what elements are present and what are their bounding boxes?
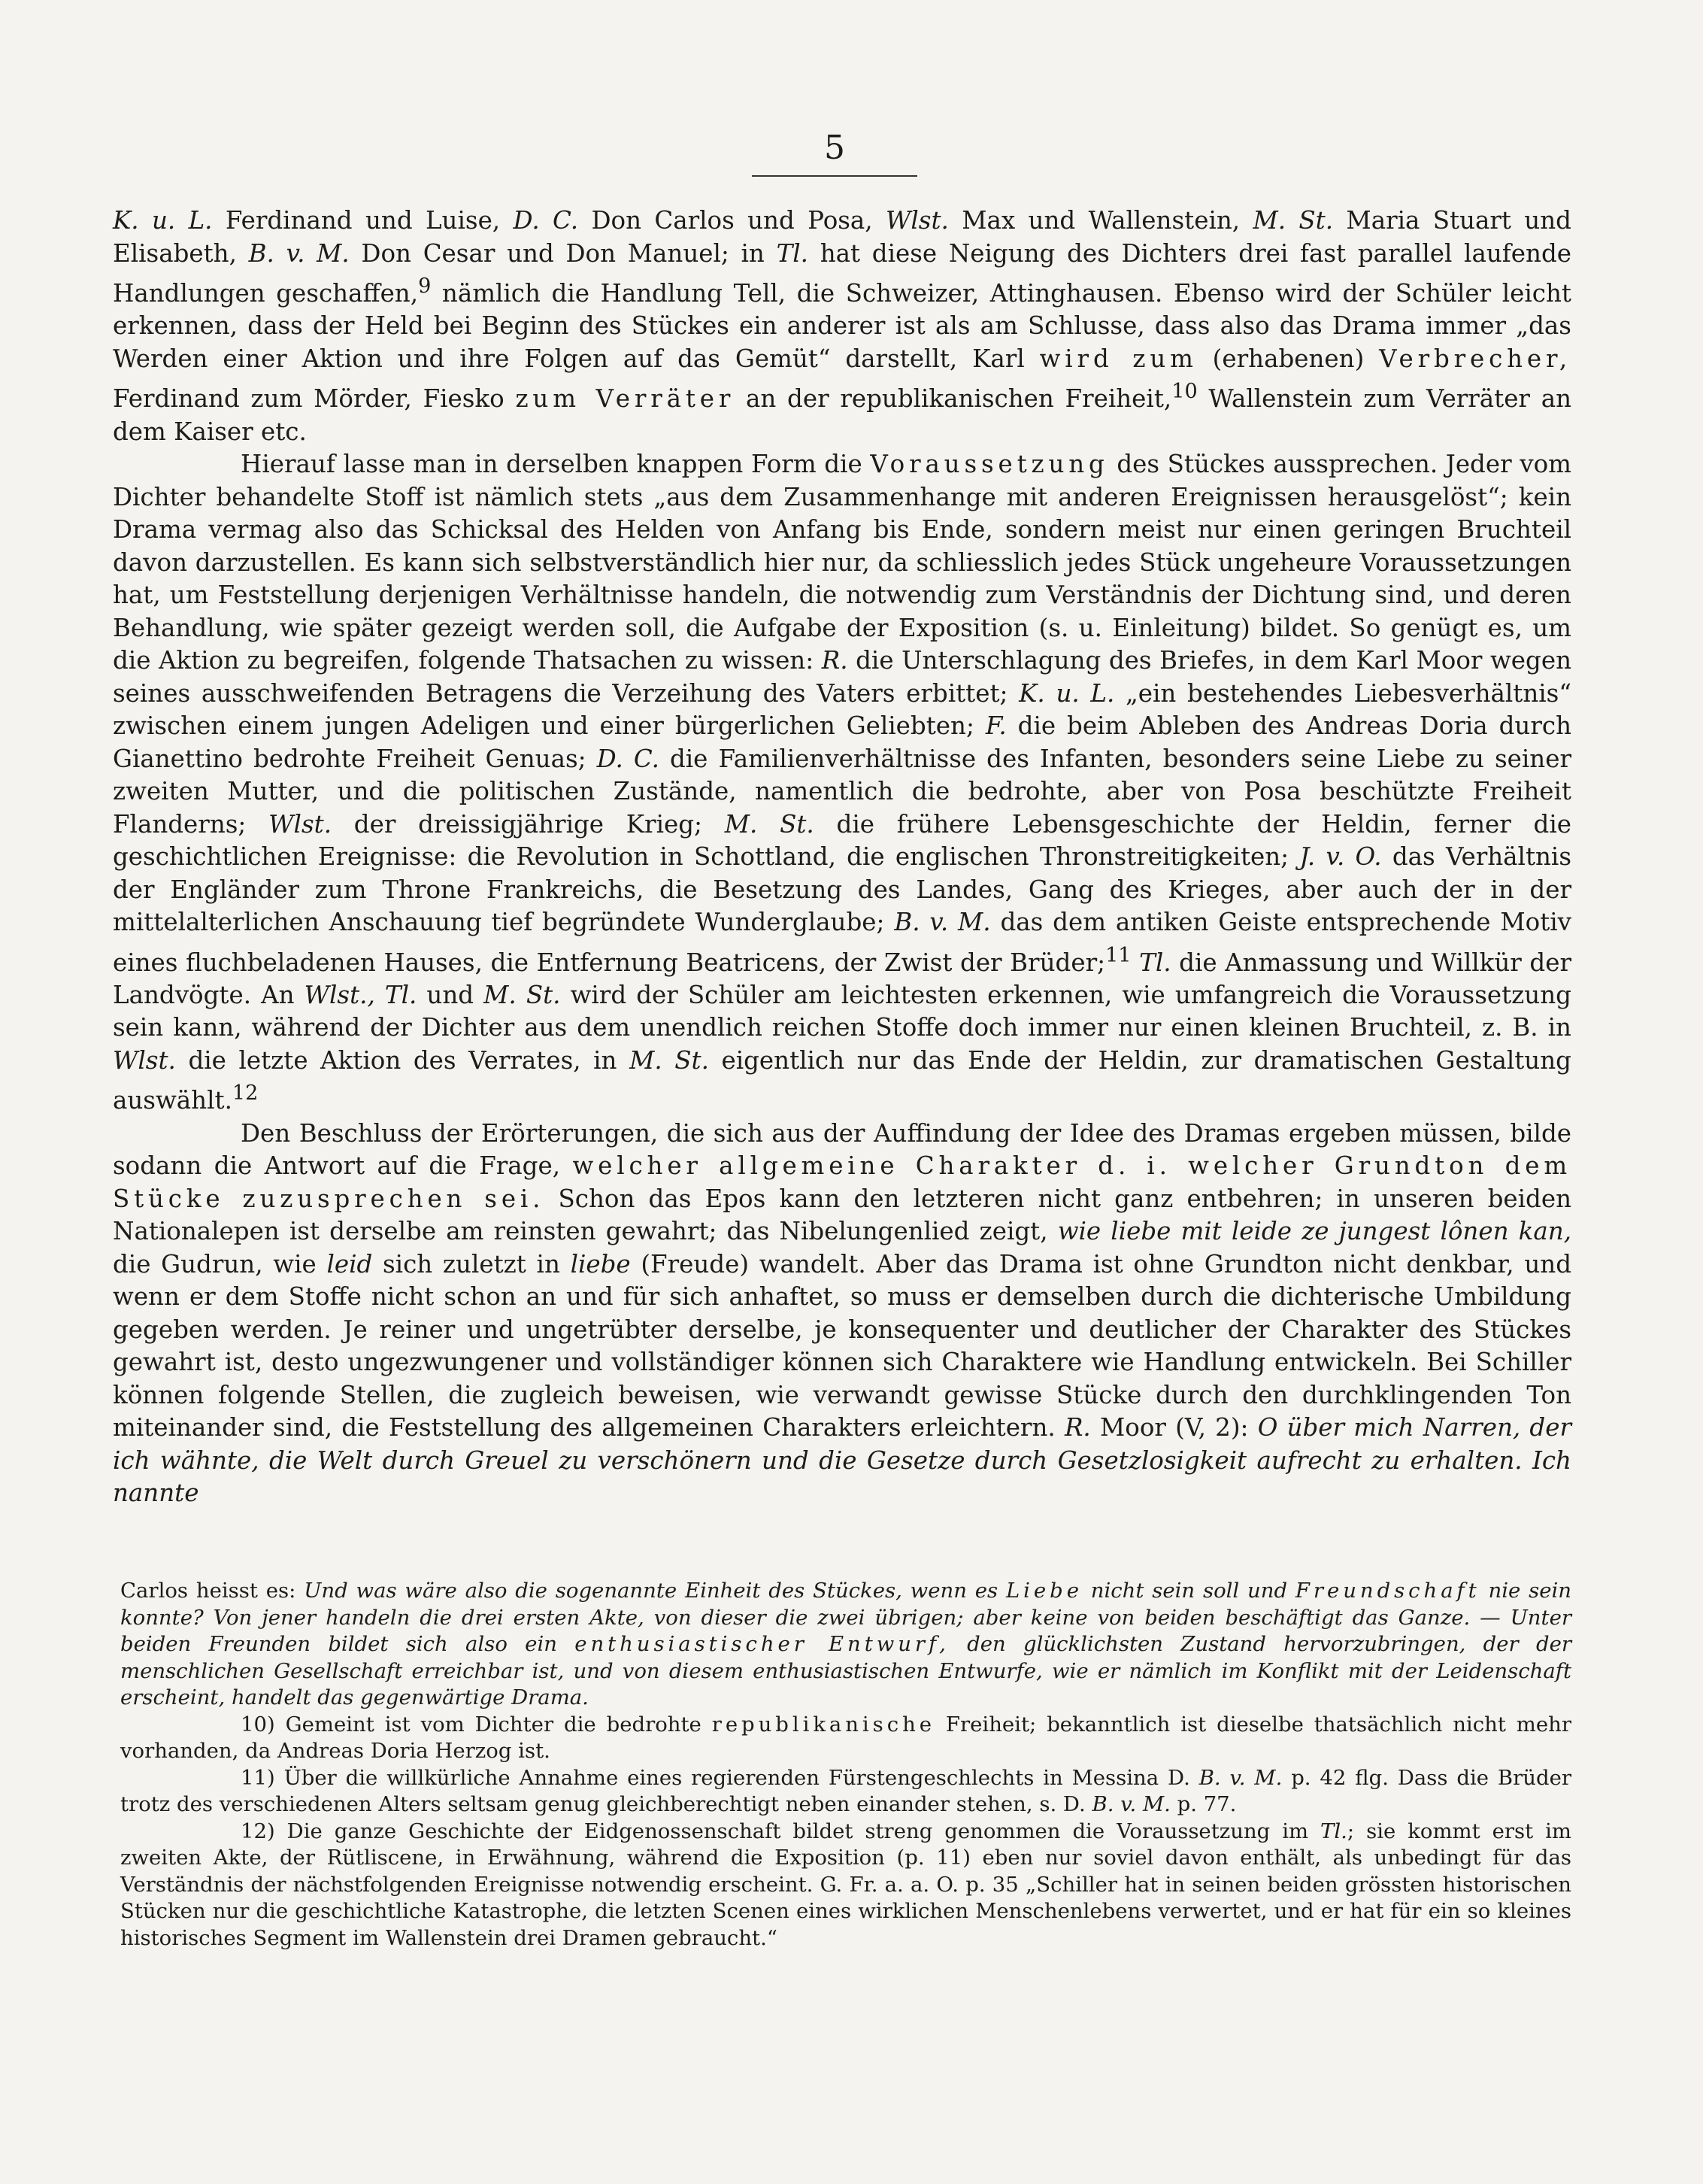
text: die Gudrun, wie [113,1249,327,1279]
quote: Und was wäre also die sogenannte Einheit des Stückes, wenn es [304,1579,1006,1603]
abbr: B. v. M. [894,908,991,937]
abbr: B. v. M. [1198,1765,1283,1790]
text: die frühere Lebensgeschichte der Heldin, ferner die geschichtlichen Ereignisse: die Revolution in Schottland, die englischen Thronstreitigkeiten; [113,809,1571,872]
spaced-text: republikanische [711,1712,935,1737]
abbr: Wlst. [268,809,332,839]
text: die letzte Aktion des Verrates, in [175,1045,630,1075]
abbr: M. St. [1253,206,1334,235]
abbr: R. [821,646,848,675]
abbr: B. v. M. [1092,1792,1171,1816]
text: der dreissigjährige Krieg; [332,809,725,839]
text: Den Beschluss der Erörterungen, die sich aus der Auffindung der Idee des Dramas ergeben müssen, bilde sodann die Antwort auf die Frage, [113,1118,1571,1181]
spaced-quote: Liebe [1005,1579,1083,1603]
text: die Unterschlagung des Briefes, in dem Karl Moor wegen seines ausschweifenden Betragens die Verzeihung des Vaters erbittet; [113,646,1571,708]
text: p. 77. [1170,1792,1237,1816]
text: p. 42 flg. Dass die Brüder trotz des verschiedenen Alters seltsam genug gleichberechtigt neben einander stehen, s. D. [120,1765,1571,1816]
spaced-text: Voraussetzung [870,450,1109,479]
page-number-rule [752,175,917,177]
abbr: Tl. [1320,1818,1347,1843]
abbr: F. [985,711,1007,741]
spaced-quote: Freundschaft [1295,1579,1480,1603]
abbr: R. [1064,1413,1091,1442]
text: (Freude) wandelt. Aber das Drama ist ohne Grundton nicht denkbar, und wenn er dem Stoffe nicht schon an und für sich anhaftet, so muss er demselben durch die dichterische Umbildung gegeben werden. Je reiner und ungetrübter derselbe, je konsequenter und deutlicher der Charakter des Stückes gewahrt ist, desto ungezwungener und vollständiger können sich Charaktere wie Handlung entwickeln. Bei Schiller können folgende Stellen, die zugleich beweisen, wie verwandt gewisse Stücke durch den durchklingenden Ton miteinander sind, die Feststellung des allgemeinen Charakters erleichtern. [113,1249,1571,1442]
text: das dem antiken Geiste entsprechende Motiv eines fluchbeladenen Hauses, die Entfernung Beatricens, der Zwist der Brüder; [113,908,1572,977]
abbr: J. v. O. [1299,842,1382,872]
abbr: Tl. [1139,948,1171,977]
abbr: Wlst. [886,206,949,235]
text: Moor (V, 2): [1090,1413,1258,1442]
spaced-text: wird zum [1039,344,1198,373]
text: das Verhältnis der Engländer zum Throne Frankreichs, die Besetzung des Landes, Gang des Krieges, aber auch der in der mittelalterlichen Anschauung tief begründete Wunderglaube; [113,842,1572,937]
text: und [417,980,484,1009]
text: 12) Die ganze Geschichte der Eidgenossenschaft bildet streng genommen die Voraussetzung im [241,1818,1321,1843]
text: 10) Gemeint ist vom Dichter die bedrohte [241,1712,712,1737]
abbr: Wlst. [113,1045,176,1075]
text: Don Carlos und Posa, [578,206,886,235]
text: 11) Über die willkürliche Annahme eines regierenden Fürstengeschlechts in Messina D. [241,1765,1199,1790]
paragraph-1 [113,205,1571,448]
quote: den glücklichsten Zustand hervorzubringen, der der menschlichen Gesellschaft erreichbar ist, und von diesem enthusiastischen Entwurfe, wie er nämlich im Konflikt mit der Leidenschaft erscheint, handelt das gegenwärtige Drama. [120,1632,1571,1709]
text: Freiheit; bekanntlich ist dieselbe thatsächlich nicht mehr vorhanden, da Andreas Doria Herzog ist. [120,1712,1571,1763]
abbr: B. v. M. [248,238,350,268]
footnote-12 [120,1818,1571,1952]
spaced-quote: enthusiastischer Entwurf, [574,1632,950,1656]
footnote-ref: 12 [232,1081,259,1106]
text: ; sie kommt erst im zweiten Akte, der Rütliscene, in Erwähnung, während die Exposition (p. 11) eben nur soviel davon enthält, als unbedingt für das Verständnis der nächstfolgenden Ereignisse notwendig erscheint. G. Fr. a. a. O. p. 35 „Schiller hat in seinen beiden grössten historischen Stücken nur die geschichtliche Katastrophe, die letzten Scenen eines wirklichen Menschenlebens verwertet, und er hat für ein so kleines historisches Segment im Wallenstein drei Dramen gebraucht.“ [120,1818,1571,1950]
abbr: M. St. [629,1045,709,1075]
quote: liebe [570,1249,631,1279]
text: Ferdinand und Luise, [212,206,514,235]
abbr: M. St. [483,980,561,1009]
footnotes [120,1578,1571,1952]
spaced-text: Verbrecher, [1379,344,1572,373]
text [1132,948,1140,976]
spaced-text: zum Verräter [515,384,735,414]
text: nämlich die Handlung Tell, die Schweizer, Attinghausen. Ebenso wird der Schüler leicht erkennen, dass der Held bei Beginn des Stückes ein anderer ist als am Schlusse, dass also das Drama immer „das Werden einer Aktion und ihre Folgen auf das Gemüt“ darstellt, Karl [113,278,1571,373]
footnote-ref: 11 [1105,943,1132,967]
footnote-ref: 9 [418,275,432,298]
text: Carlos heisst es: [120,1579,305,1603]
quote: wie liebe mit leide ze jungest lônen kan, [1057,1217,1571,1246]
page-number: 5 [824,129,845,167]
abbr: Wlst., Tl. [304,980,417,1009]
text: eigentlich nur das Ende der Heldin, zur dramatischen Gestaltung auswählt. [113,1045,1571,1115]
text: Wallenstein zum Verräter an dem Kaiser etc. [113,384,1572,446]
abbr: K. u. L. [1019,678,1115,708]
paragraph-2 [113,448,1571,1118]
abbr: M. St. [724,809,814,839]
footnote-11 [120,1765,1571,1818]
text: die Familienverhältnisse des Infanten, besonders seine Liebe zu seiner zweiten Mutter, und die politischen Zustände, namentlich die bedrohte, aber von Posa beschützte Freiheit Flanderns; [113,744,1571,839]
paragraph-3 [113,1118,1571,1510]
spaced-text: welcher allgemeine Charakter d. i. welcher Grundton dem Stücke zuzusprechen sei. [113,1151,1571,1213]
text: (erhabenen) [1197,344,1380,373]
quote: nie sein konnte? Von jener handeln die drei ersten Akte, von dieser die zwei übrigen; aber keine von beiden beschäftigt das Ganze. — Unter beiden Freunden bildet sich also ein [120,1579,1571,1656]
text: die beim Ableben des Andreas Doria durch Gianettino bedrohte Freiheit Genuas; [113,711,1571,773]
text: Maria Stuart und Elisabeth, [113,206,1571,268]
text: an der republikanischen Freiheit, [735,384,1172,414]
text: Schon das Epos kann den letzteren nicht ganz entbehren; in unseren beiden Nationalepen ist derselbe am reinsten gewahrt; das Nibelungenlied zeigt, [113,1184,1571,1246]
footnote-continuation [120,1578,1571,1712]
quote: leid [326,1249,373,1279]
text: Hierauf lasse man in derselben knappen Form die [241,450,871,479]
abbr: Tl. [776,238,808,268]
abbr: D. C. [513,206,579,235]
quote: O über mich Narren, der ich wähnte, die Welt durch Greuel zu verschönern und die Gesetze durch Gesetzlosigkeit aufrecht zu erhalten. Ich nannte [113,1413,1571,1508]
footnote-ref: 10 [1171,380,1198,404]
text: Don Cesar und Don Manuel; in [349,238,777,268]
text: Ferdinand zum Mörder, Fiesko [113,384,516,414]
text: sich zuletzt in [372,1249,571,1279]
text: wird der Schüler am leichtesten erkennen, wie umfangreich die Voraussetzung sein kann, während der Dichter aus dem unendlich reichen Stoffe doch immer nur einen kleinen Bruchteil, z. B. in [113,980,1571,1042]
main-text [113,205,1571,1510]
quote: nicht sein soll und [1082,1579,1295,1603]
footnote-10 [120,1712,1571,1765]
text: des Stückes aussprechen. Jeder vom Dichter behandelte Stoff ist nämlich stets „aus dem Zusammenhange mit anderen Ereignissen herausgelöst“; kein Drama vermag also das Schicksal des Helden von Anfang bis Ende, sondern meist nur einen geringen Bruchteil davon darzustellen. Es kann sich selbstverständlich hier nur, da schliesslich jedes Stück ungeheure Voraussetzungen hat, um Feststellung derjenigen Verhältnisse handeln, die notwendig zum Verständnis der Dichtung sind, und deren Behandlung, wie später gezeigt werden soll, die Aufgabe der Exposition (s. u. Einleitung) bildet. So genügt es, um die Aktion zu begreifen, folgende Thatsachen zu wissen: [113,450,1571,675]
text: die Anmassung und Willkür der Landvögte. An [113,948,1571,1009]
text: „ein bestehendes Liebesverhältnis“ zwischen einem jungen Adeligen und einer bürgerlichen Geliebten; [113,678,1571,741]
text: hat diese Neigung des Dichters drei fast parallel laufende Handlungen geschaffen, [113,238,1571,308]
abbr: K. u. L. [113,206,213,235]
abbr: D. C. [596,744,659,773]
text: Max und Wallenstein, [948,206,1253,235]
